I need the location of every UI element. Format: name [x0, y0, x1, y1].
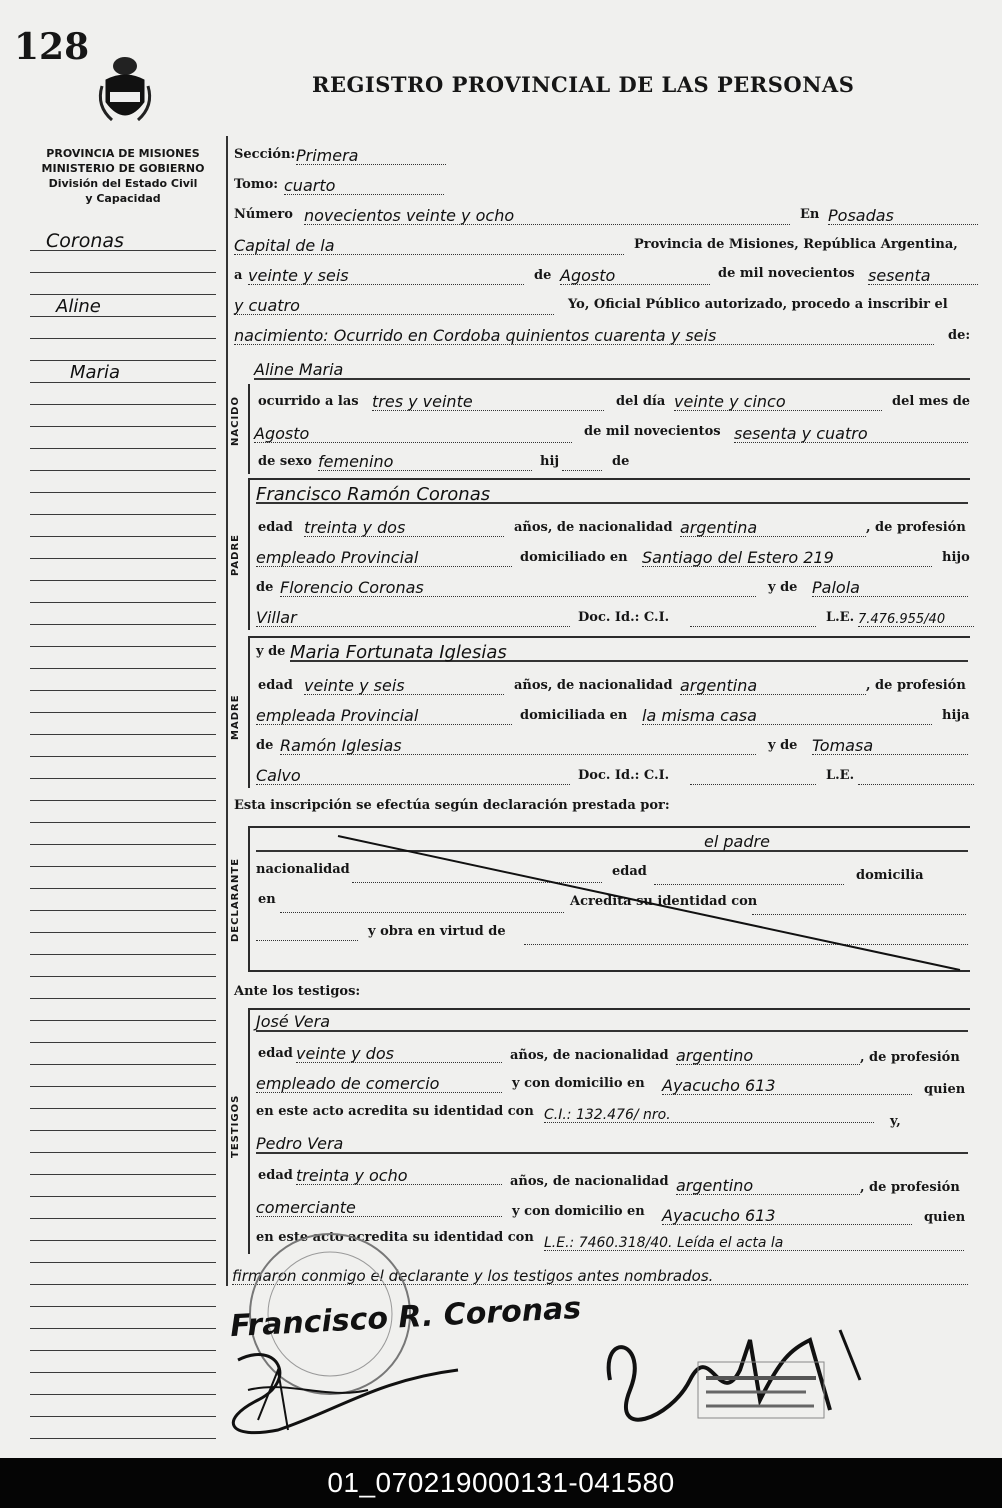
madre-yde-label: y de — [256, 644, 286, 659]
padre-prof-value: empleado Provincial — [256, 548, 419, 567]
padre-de-label: de — [256, 580, 274, 595]
margin-surname: Coronas — [46, 230, 124, 252]
nacido-section-border — [248, 384, 250, 474]
office-line: División del Estado Civil — [48, 177, 198, 190]
t1-prof-field — [256, 1074, 502, 1093]
a-field — [248, 266, 524, 285]
acta-field — [234, 326, 934, 345]
margin-rule — [30, 910, 216, 911]
margin-rule — [30, 800, 216, 801]
office-line: PROVINCIA DE MISIONES — [46, 147, 200, 160]
nacido-anio-value: sesenta y cuatro — [734, 424, 868, 443]
padre-le-value: 7.476.955/40 — [858, 612, 946, 627]
margin-rule — [30, 844, 216, 845]
t2-nac-field — [676, 1176, 860, 1195]
hora-value: tres y veinte — [372, 392, 473, 411]
margin-rule — [30, 1416, 216, 1417]
madre-nac-field — [680, 676, 866, 695]
hijo-label: hijo — [942, 550, 970, 565]
margin-rule — [30, 338, 216, 339]
madre-nac-label: años, de nacionalidad — [514, 678, 673, 693]
declarante-nac-label: nacionalidad — [256, 862, 350, 877]
padre-prof-field — [256, 548, 512, 567]
margin-rule — [30, 976, 216, 977]
a-value: veinte y seis — [248, 266, 349, 285]
madre-le-label: L.E. — [826, 768, 855, 783]
t1-nac: argentino — [676, 1046, 754, 1065]
t1-nombre-field — [256, 1012, 968, 1032]
margin-second-name: Maria — [70, 362, 120, 383]
ocurrido-label: ocurrido a las — [258, 394, 359, 409]
margin-first-name: Aline — [56, 296, 101, 317]
padre-nac-value: argentina — [680, 518, 758, 537]
t2-doc-field — [544, 1232, 964, 1251]
margin-rule — [30, 1438, 216, 1439]
document-title: REGISTRO PROVINCIAL DE LAS PERSONAS — [312, 72, 855, 97]
t2-quien-label: quien — [924, 1210, 966, 1225]
t1-acredita-label: en este acto acredita su identidad con — [256, 1104, 534, 1119]
madre-section-label: MADRE — [230, 694, 241, 740]
madre-de-label: de — [256, 738, 274, 753]
abuela-paterna-field-2 — [256, 608, 570, 627]
madre-dom-value: la misma casa — [642, 706, 757, 725]
national-coat-of-arms-icon — [92, 56, 158, 130]
margin-rule — [30, 1284, 216, 1285]
padre-le-label: L.E. — [826, 610, 855, 625]
numero-label: Número — [234, 207, 293, 222]
madre-edad-field — [304, 676, 504, 695]
margin-rule — [30, 404, 216, 405]
t1-nac-label: años, de nacionalidad — [510, 1048, 669, 1063]
madre-prof-value: empleada Provincial — [256, 706, 419, 725]
dia-value: veinte y cinco — [674, 392, 786, 411]
madre-nombre: Maria Fortunata Iglesias — [290, 642, 507, 663]
madre-prof-label: , de profesión — [866, 678, 966, 693]
margin-rule — [30, 558, 216, 559]
nacido-section-label: NACIDO — [230, 396, 241, 446]
dia-label: del día — [616, 394, 666, 409]
mes-label: del mes de — [892, 394, 971, 409]
t2-dom-label: y con domicilio en — [512, 1204, 645, 1219]
de-label: de — [534, 268, 552, 283]
margin-divider — [226, 136, 228, 1286]
padre-section-label: PADRE — [230, 534, 241, 576]
madre-edad-value: veinte y seis — [304, 676, 405, 695]
madre-nac-value: argentina — [680, 676, 758, 695]
nacido-de-label: de — [612, 454, 630, 469]
margin-rule — [30, 1130, 216, 1131]
hora-field — [372, 392, 604, 411]
abuela-paterna: Palola — [812, 578, 860, 597]
margin-rule — [30, 1196, 216, 1197]
t2-dom: Ayacucho 613 — [662, 1206, 776, 1225]
margin-rule — [30, 998, 216, 999]
margin-rule — [30, 1306, 216, 1307]
madre-doc-label: Doc. Id.: C.I. — [578, 768, 670, 783]
image-reference-code: 01_070219000131-041580 — [0, 1458, 1002, 1508]
office-line: y Capacidad — [85, 192, 161, 205]
margin-rule — [30, 1328, 216, 1329]
margin-rule — [30, 690, 216, 691]
margin-rule — [30, 470, 216, 471]
t1-y-label: y, — [890, 1114, 901, 1129]
testigos-section-label: TESTIGOS — [230, 1094, 241, 1158]
padre-edad-field — [304, 518, 504, 537]
margin-rule — [30, 492, 216, 493]
margin-rule — [30, 1372, 216, 1373]
declarante-section-label: DECLARANTE — [230, 857, 241, 942]
margin-rule — [30, 756, 216, 757]
margin-rule — [30, 536, 216, 537]
padre-section-border — [248, 478, 250, 630]
abuela-materna: Tomasa — [812, 736, 874, 755]
padre-doc-label: Doc. Id.: C.I. — [578, 610, 670, 625]
padre-top-rule — [248, 478, 970, 480]
dia-field — [674, 392, 882, 411]
t1-doc: C.I.: 132.476/ nro. — [544, 1107, 671, 1123]
t2-dom-field — [662, 1206, 912, 1225]
padre-doc-field — [690, 608, 816, 627]
t1-edad-label: edad — [258, 1046, 293, 1061]
padre-nombre: Francisco Ramón Coronas — [256, 484, 491, 505]
padre-dom-value: Santiago del Estero 219 — [642, 548, 834, 567]
t1-prof-label: , de profesión — [860, 1050, 960, 1065]
abuela-materna-field — [812, 736, 968, 755]
abuelo-materno: Ramón Iglesias — [280, 736, 402, 755]
madre-prof-field — [256, 706, 512, 725]
witness-signature — [218, 1340, 538, 1450]
issuing-office — [28, 146, 218, 206]
padre-edad-value: treinta y dos — [304, 518, 406, 537]
t2-nac-label: años, de nacionalidad — [510, 1174, 669, 1189]
padre-nombre-field — [256, 484, 968, 504]
declarante-virtud-label: y obra en virtud de — [368, 924, 506, 939]
numero-value: novecientos veinte y ocho — [304, 206, 515, 225]
en-value: Posadas — [828, 206, 894, 225]
madre-section-border — [248, 636, 250, 788]
t1-dom-field — [662, 1076, 912, 1095]
margin-rule — [30, 888, 216, 889]
madre-yde2-label: y de — [768, 738, 798, 753]
margin-rule — [30, 822, 216, 823]
margin-rule — [30, 514, 216, 515]
madre-nombre-field — [290, 642, 968, 662]
abuelo-paterno-field — [280, 578, 756, 597]
padre-nac-label: años, de nacionalidad — [514, 520, 673, 535]
oficial-text: Yo, Oficial Público autorizado, procedo a inscribir el — [568, 297, 948, 312]
testigos-top-rule — [248, 1008, 970, 1010]
sexo-field — [318, 452, 532, 471]
margin-rule — [30, 1174, 216, 1175]
declarante-value: el padre — [704, 832, 770, 851]
t2-edad-label: edad — [258, 1168, 293, 1183]
seccion-value: Primera — [296, 146, 359, 165]
t2-nombre: Pedro Vera — [256, 1134, 344, 1153]
t1-prof: empleado de comercio — [256, 1074, 440, 1093]
en-label: En — [800, 207, 820, 222]
t1-quien-label: quien — [924, 1082, 966, 1097]
margin-rule — [30, 932, 216, 933]
t1-doc-field — [544, 1104, 874, 1123]
margin-rule — [30, 668, 216, 669]
seccion-field — [296, 146, 446, 165]
mil-text: de mil novecientos — [718, 266, 855, 281]
margin-rule — [30, 272, 216, 273]
sexo-value: femenino — [318, 452, 394, 471]
t1-dom-label: y con domicilio en — [512, 1076, 645, 1091]
capital-value: Capital de la — [234, 236, 335, 255]
padre-yde-label: y de — [768, 580, 798, 595]
margin-rule — [30, 426, 216, 427]
t1-nombre: José Vera — [256, 1012, 331, 1031]
declarant-signature: Francisco R. Coronas — [229, 1290, 583, 1345]
madre-doc-field — [690, 766, 816, 785]
margin-rule — [30, 1350, 216, 1351]
margin-rule — [30, 954, 216, 955]
mes-value: Agosto — [560, 266, 616, 285]
t2-nombre-field — [256, 1134, 968, 1154]
margin-rule — [30, 712, 216, 713]
margin-rule — [30, 1218, 216, 1219]
t2-edad: treinta y ocho — [296, 1166, 408, 1185]
padre-le-field — [858, 608, 974, 627]
declarante-edad-label: edad — [612, 864, 647, 879]
abuelo-paterno: Florencio Coronas — [280, 578, 424, 597]
margin-rule — [30, 1394, 216, 1395]
tomo-field — [284, 176, 444, 195]
anio-value-2: y cuatro — [234, 296, 300, 315]
nacido-mes-field — [254, 424, 572, 443]
anio-value: sesenta — [868, 266, 931, 285]
madre-dom-field — [642, 706, 932, 725]
margin-rule — [30, 1020, 216, 1021]
madre-le-field — [858, 766, 974, 785]
de-colon: de: — [948, 328, 971, 343]
tomo-label: Tomo: — [234, 177, 279, 192]
madre-edad-label: edad — [258, 678, 293, 693]
margin-rule — [30, 646, 216, 647]
a-label: a — [234, 268, 243, 283]
margin-rule — [30, 1240, 216, 1241]
hij-label: hij — [540, 454, 560, 469]
capital-field — [234, 236, 624, 255]
t1-nac-field — [676, 1046, 860, 1065]
nacido-nombre: Aline Maria — [254, 360, 344, 379]
padre-dom-field — [642, 548, 932, 567]
acta-value: nacimiento: Ocurrido en Cordoba quinientos cuarenta y seis — [234, 326, 717, 345]
margin-rule — [30, 1064, 216, 1065]
padre-edad-label: edad — [258, 520, 293, 535]
margin-rule — [30, 734, 216, 735]
anio-field — [868, 266, 978, 285]
provincia-text: Provincia de Misiones, República Argentina, — [634, 237, 958, 252]
folio-number: 128 — [14, 26, 90, 68]
mes-field — [560, 266, 710, 285]
seccion-label: Sección: — [234, 147, 296, 162]
margin-rule — [30, 382, 216, 383]
tomo-value: cuarto — [284, 176, 336, 195]
t1-edad-field — [296, 1044, 502, 1063]
nacido-nombre-field — [254, 360, 970, 380]
office-line: MINISTERIO DE GOBIERNO — [41, 162, 205, 175]
t2-nac: argentino — [676, 1176, 754, 1195]
margin-rule — [30, 1108, 216, 1109]
margin-rule — [30, 1086, 216, 1087]
declarante-intro: Esta inscripción se efectúa según declaración prestada por: — [234, 798, 670, 813]
padre-prof-label: , de profesión — [866, 520, 966, 535]
t1-dom: Ayacucho 613 — [662, 1076, 776, 1095]
t2-acredita-label: en este acto acredita su identidad con — [256, 1230, 534, 1245]
sexo-label: de sexo — [258, 454, 312, 469]
padre-nac-field — [680, 518, 866, 537]
margin-rule — [30, 602, 216, 603]
hij-field — [562, 452, 602, 471]
mil-label: de mil novecientos — [584, 424, 721, 439]
nacido-mes-value: Agosto — [254, 424, 310, 443]
closing-text: firmaron conmigo el declarante y los testigos antes nombrados. — [232, 1267, 714, 1285]
abuela-paterna-field — [812, 578, 968, 597]
anio-field-2 — [234, 296, 554, 315]
declarante-en-label: en — [258, 892, 276, 907]
cancel-strike-line — [248, 826, 970, 972]
padre-dom-label: domiciliado en — [520, 550, 628, 565]
official-stamp — [696, 1360, 826, 1420]
margin-rule — [30, 1042, 216, 1043]
declarante-acredita-label: Acredita su identidad con — [570, 894, 758, 909]
abuela-materna-2: Calvo — [256, 766, 301, 785]
nacido-anio-field — [734, 424, 968, 443]
t2-prof-label: , de profesión — [860, 1180, 960, 1195]
margin-rule — [30, 448, 216, 449]
abuela-materna-field-2 — [256, 766, 570, 785]
t2-prof: comerciante — [256, 1198, 356, 1217]
abuelo-materno-field — [280, 736, 756, 755]
madre-dom-label: domiciliada en — [520, 708, 628, 723]
margin-rule — [30, 778, 216, 779]
margin-rule — [30, 294, 216, 295]
hija-label: hija — [942, 708, 970, 723]
numero-field — [304, 206, 790, 225]
t2-doc: L.E.: 7460.318/40. Leída el acta la — [544, 1235, 784, 1251]
madre-top-rule — [248, 636, 970, 638]
testigos-intro: Ante los testigos: — [234, 984, 361, 999]
declarante-dom-label: domicilia — [856, 868, 924, 883]
en-field — [828, 206, 978, 225]
margin-rule — [30, 866, 216, 867]
margin-rule — [30, 580, 216, 581]
t1-edad: veinte y dos — [296, 1044, 394, 1063]
t2-edad-field — [296, 1166, 502, 1185]
margin-rule — [30, 360, 216, 361]
abuela-paterna-2: Villar — [256, 608, 297, 627]
margin-rule — [30, 624, 216, 625]
margin-rule — [30, 1262, 216, 1263]
margin-rule — [30, 1152, 216, 1153]
